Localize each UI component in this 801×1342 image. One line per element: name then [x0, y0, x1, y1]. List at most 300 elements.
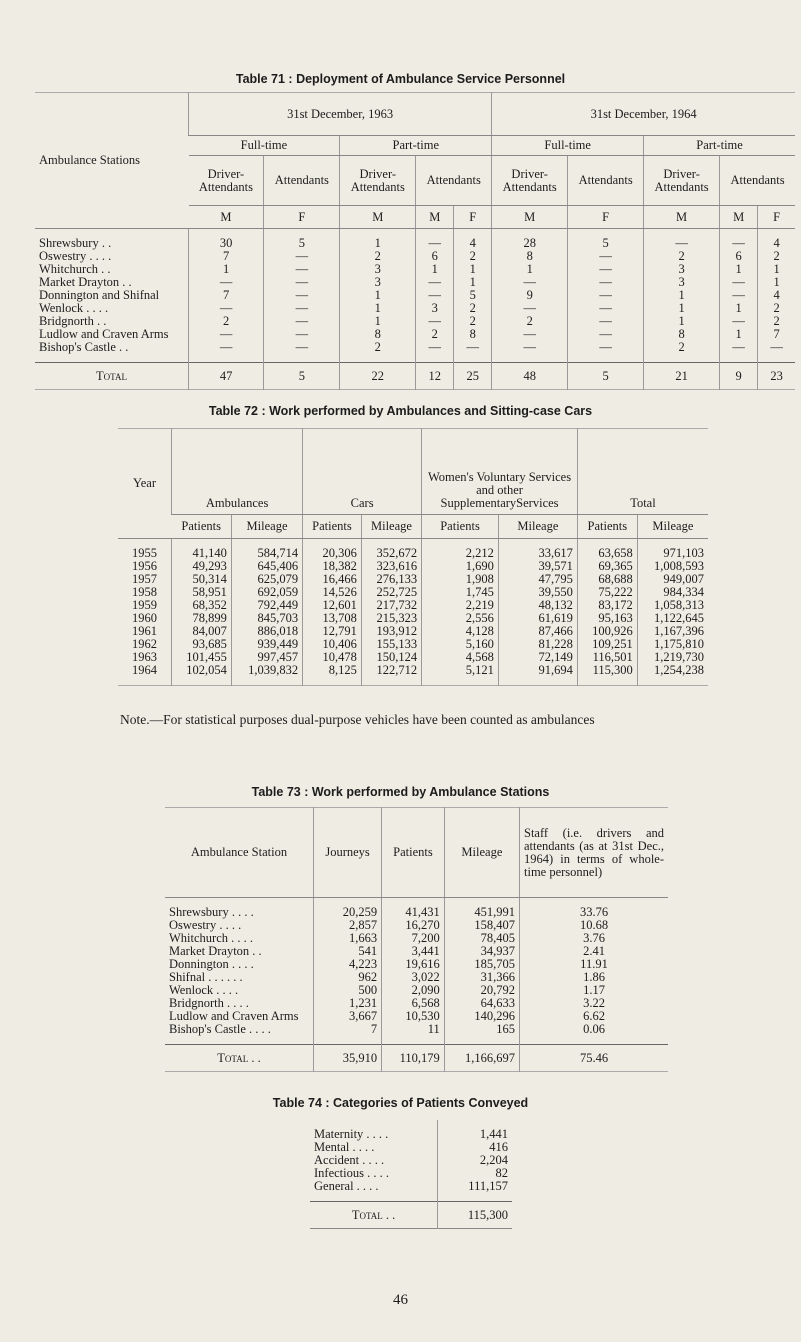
table-cell: 6 — [720, 250, 758, 263]
table-cell: 2 — [189, 315, 264, 328]
table-cell: 0.06 — [520, 1023, 669, 1045]
table-cell: 10.68 — [520, 919, 669, 932]
table-cell: 9 — [492, 289, 568, 302]
table-cell: Bridgnorth . . . . — [169, 996, 249, 1010]
table-cell: Bishop's Castle . . . . — [169, 1022, 271, 1036]
table-cell: 72,149 — [498, 651, 577, 664]
table-cell: 2 — [454, 250, 492, 263]
table-cell: 95,163 — [577, 612, 637, 625]
table-cell: 792,449 — [231, 599, 302, 612]
total-row — [165, 1045, 668, 1072]
col-header: Attendants — [720, 156, 795, 206]
table-cell: — — [568, 250, 644, 263]
table-cell: 3,022 — [382, 971, 445, 984]
table-cell: 69,365 — [577, 560, 637, 573]
table-cell: 5,160 — [422, 638, 499, 651]
table-cell: 584,714 — [231, 539, 302, 561]
table-cell: 1,745 — [422, 586, 499, 599]
table-cell: Donnington . . . . — [169, 957, 254, 971]
table-cell: 1,441 — [438, 1120, 512, 1141]
table-cell: 1 — [416, 263, 454, 276]
col-header: 31st December, 1963 — [189, 93, 492, 136]
table-cell: Total . . — [310, 1202, 438, 1229]
table-cell: General . . . . — [314, 1179, 379, 1193]
table-cell: — — [189, 328, 264, 341]
table-cell: 1.17 — [520, 984, 669, 997]
table-row — [35, 229, 795, 251]
table-cell: 87,466 — [498, 625, 577, 638]
table-cell: 7 — [758, 328, 795, 341]
table-cell: Wenlock . . . . — [169, 983, 239, 997]
table-cell: 47 — [189, 363, 264, 390]
table-cell: 100,926 — [577, 625, 637, 638]
total-row — [310, 1202, 512, 1229]
table-cell: 11 — [382, 1023, 445, 1045]
table-cell: — — [416, 276, 454, 289]
table-cell: 2 — [644, 250, 720, 263]
table-cell: Shifnal . . . . . . — [169, 970, 243, 984]
table-cell: 276,133 — [361, 573, 421, 586]
table-cell: 1 — [492, 263, 568, 276]
table-cell: 2,219 — [422, 599, 499, 612]
col-header: Mileage — [444, 808, 519, 898]
table-cell: — — [492, 341, 568, 363]
table-cell: 1962 — [132, 637, 157, 651]
table-cell: 8,125 — [303, 664, 362, 686]
table-cell: 110,179 — [382, 1045, 445, 1072]
col-header: Part-time — [644, 136, 795, 156]
table-cell: 1958 — [132, 585, 157, 599]
table-cell: — — [720, 341, 758, 363]
table-cell: — — [720, 289, 758, 302]
col-header: Total — [577, 429, 708, 515]
col-header: Ambulances — [172, 429, 303, 515]
table-cell: 28 — [492, 229, 568, 251]
table-cell: 692,059 — [231, 586, 302, 599]
table-cell: 5 — [568, 229, 644, 251]
table-cell: 48 — [492, 363, 568, 390]
table-cell: — — [264, 315, 340, 328]
table-cell: 4,568 — [422, 651, 499, 664]
table-cell: 11.91 — [520, 958, 669, 971]
table-cell: 21 — [644, 363, 720, 390]
table-cell: Ludlow and Craven Arms — [39, 327, 169, 341]
table-cell: 33,617 — [498, 539, 577, 561]
table-cell: — — [568, 315, 644, 328]
table-cell: 252,725 — [361, 586, 421, 599]
table-cell: 5 — [264, 363, 340, 390]
table-cell: 2,212 — [422, 539, 499, 561]
table-cell: 12,601 — [303, 599, 362, 612]
col-header: Mileage — [637, 515, 708, 539]
table-cell: 101,455 — [172, 651, 232, 664]
table-cell: 68,688 — [577, 573, 637, 586]
table-cell: 1,219,730 — [637, 651, 708, 664]
table-cell: Whitchurch . . . . — [169, 931, 254, 945]
table-cell: 102,054 — [172, 664, 232, 686]
table-cell: 1,058,313 — [637, 599, 708, 612]
table-cell: 5 — [568, 363, 644, 390]
table-cell: 2 — [644, 341, 720, 363]
table-cell: 1959 — [132, 598, 157, 612]
table-cell: Ludlow and Craven Arms — [169, 1009, 299, 1023]
table-cell: 984,334 — [637, 586, 708, 599]
table-cell: 7 — [189, 250, 264, 263]
col-header: F — [454, 206, 492, 229]
table-cell: 2,556 — [422, 612, 499, 625]
table-cell: 93,685 — [172, 638, 232, 651]
table-cell: 115,300 — [438, 1202, 512, 1229]
table-cell: 1963 — [132, 650, 157, 664]
table-cell: 81,228 — [498, 638, 577, 651]
table-cell: 18,382 — [303, 560, 362, 573]
table-cell: 845,703 — [231, 612, 302, 625]
table-cell: 158,407 — [444, 919, 519, 932]
table-cell: 3.76 — [520, 932, 669, 945]
table-cell: 6,568 — [382, 997, 445, 1010]
table-cell: 2,090 — [382, 984, 445, 997]
table-cell: 2 — [454, 315, 492, 328]
table-cell: 20,306 — [303, 539, 362, 561]
table-cell: 47,795 — [498, 573, 577, 586]
table-71 — [35, 92, 795, 390]
table-cell: 1,008,593 — [637, 560, 708, 573]
col-header: Mileage — [361, 515, 421, 539]
table-cell: 41,140 — [172, 539, 232, 561]
col-header: Full-time — [492, 136, 644, 156]
table-cell: 886,018 — [231, 625, 302, 638]
table-cell: 31,366 — [444, 971, 519, 984]
table-cell: 13,708 — [303, 612, 362, 625]
table-72-title: Table 72 : Work performed by Ambulances and Sitting-case Cars — [208, 404, 593, 418]
table-cell: — — [492, 328, 568, 341]
table-cell: 8 — [644, 328, 720, 341]
table-cell: 645,406 — [231, 560, 302, 573]
table-cell: 20,792 — [444, 984, 519, 997]
table-cell: 5,121 — [422, 664, 499, 686]
table-cell: — — [568, 263, 644, 276]
col-header: M — [189, 206, 264, 229]
table-cell: — — [416, 315, 454, 328]
table-cell: 10,478 — [303, 651, 362, 664]
table-cell: — — [720, 315, 758, 328]
table-cell: 83,172 — [577, 599, 637, 612]
table-cell: 323,616 — [361, 560, 421, 573]
table-cell: 91,694 — [498, 664, 577, 686]
table-cell: 3 — [644, 276, 720, 289]
table-cell: — — [568, 276, 644, 289]
table-cell: — — [264, 276, 340, 289]
col-header: Driver- Attendants — [340, 156, 416, 206]
col-header: 31st December, 1964 — [492, 93, 795, 136]
table-cell: 20,259 — [314, 898, 382, 920]
table-cell: 1,175,810 — [637, 638, 708, 651]
table-cell: Total . . — [165, 1045, 314, 1072]
table-row — [35, 341, 795, 363]
table-cell: 3,667 — [314, 1010, 382, 1023]
table-cell: 48,132 — [498, 599, 577, 612]
table-cell: 5 — [454, 289, 492, 302]
table-cell: 84,007 — [172, 625, 232, 638]
table-cell: 185,705 — [444, 958, 519, 971]
col-header: F — [568, 206, 644, 229]
table-cell: 7,200 — [382, 932, 445, 945]
table-cell: — — [720, 276, 758, 289]
table-cell: Market Drayton . . — [39, 275, 132, 289]
col-header: Ambulance Stations — [35, 93, 189, 229]
table-cell: 155,133 — [361, 638, 421, 651]
table-cell: 8 — [454, 328, 492, 341]
col-header: Mileage — [498, 515, 577, 539]
table-cell: 2 — [492, 315, 568, 328]
col-header: Part-time — [340, 136, 492, 156]
table-cell: 1,690 — [422, 560, 499, 573]
table-cell: — — [568, 341, 644, 363]
table-cell: 75.46 — [520, 1045, 669, 1072]
table-cell: — — [644, 229, 720, 251]
table-cell: 30 — [189, 229, 264, 251]
table-cell: — — [189, 276, 264, 289]
col-header: M — [720, 206, 758, 229]
table-cell: 9 — [720, 363, 758, 390]
table-cell: 4 — [454, 229, 492, 251]
table-cell: Bridgnorth . . — [39, 314, 107, 328]
table-cell: 2 — [758, 315, 795, 328]
table-cell: Total — [35, 363, 189, 390]
col-header: Staff (i.e. drivers and attendants (as at 31st Dec., 1964) in terms of whole-time personnel) — [520, 808, 669, 898]
table-cell: 3.22 — [520, 997, 669, 1010]
table-74 — [310, 1120, 512, 1229]
table-cell: 61,619 — [498, 612, 577, 625]
table-cell: 193,912 — [361, 625, 421, 638]
col-header: F — [264, 206, 340, 229]
col-header: Patients — [422, 515, 499, 539]
table-72 — [118, 428, 708, 686]
table-cell: — — [492, 302, 568, 315]
table-cell: 39,550 — [498, 586, 577, 599]
table-cell: 109,251 — [577, 638, 637, 651]
table-cell: 217,732 — [361, 599, 421, 612]
table-cell: 82 — [438, 1167, 512, 1180]
table-cell: 34,937 — [444, 945, 519, 958]
table-cell: — — [264, 263, 340, 276]
table-cell: 215,323 — [361, 612, 421, 625]
table-cell: 1,167,396 — [637, 625, 708, 638]
table-cell: 1 — [644, 302, 720, 315]
table-cell: 25 — [454, 363, 492, 390]
table-cell: 1 — [720, 328, 758, 341]
table-cell: 115,300 — [577, 664, 637, 686]
table-cell: 39,571 — [498, 560, 577, 573]
table-cell: Infectious . . . . — [314, 1166, 389, 1180]
table-cell: 35,910 — [314, 1045, 382, 1072]
table-cell: 625,079 — [231, 573, 302, 586]
table-cell: — — [492, 276, 568, 289]
table-cell: — — [416, 289, 454, 302]
col-header: M — [340, 206, 416, 229]
table-cell: 3 — [416, 302, 454, 315]
table-cell: 416 — [438, 1141, 512, 1154]
col-header: Ambulance Station — [165, 808, 314, 898]
table-cell: 1 — [340, 315, 416, 328]
table-cell: 3,441 — [382, 945, 445, 958]
table-cell: — — [264, 302, 340, 315]
table-cell: 1.86 — [520, 971, 669, 984]
table-cell: 2 — [758, 250, 795, 263]
table-cell: 1,166,697 — [444, 1045, 519, 1072]
col-header: Full-time — [189, 136, 340, 156]
table-cell: 1 — [720, 263, 758, 276]
table-cell: 116,501 — [577, 651, 637, 664]
table-cell: 2 — [416, 328, 454, 341]
col-header: Women's Voluntary Services and other SupplementaryServices — [422, 429, 578, 515]
table-cell: Whitchurch . . — [39, 262, 111, 276]
table-cell: 12,791 — [303, 625, 362, 638]
table-cell: 2 — [454, 302, 492, 315]
table-cell: 1956 — [132, 559, 157, 573]
table-cell: 997,457 — [231, 651, 302, 664]
col-header: F — [758, 206, 795, 229]
table-cell: 12 — [416, 363, 454, 390]
table-cell: 3 — [340, 276, 416, 289]
table-cell: 16,270 — [382, 919, 445, 932]
table-cell: 10,406 — [303, 638, 362, 651]
table-cell: 962 — [314, 971, 382, 984]
table-cell: 14,526 — [303, 586, 362, 599]
table-cell: 1 — [189, 263, 264, 276]
table-cell: 1 — [758, 263, 795, 276]
table-cell: — — [416, 341, 454, 363]
table-cell: 23 — [758, 363, 795, 390]
table-cell: 8 — [340, 328, 416, 341]
table-cell: — — [568, 289, 644, 302]
table-cell: 8 — [492, 250, 568, 263]
table-cell: 1960 — [132, 611, 157, 625]
table-cell: 939,449 — [231, 638, 302, 651]
table-cell: — — [720, 229, 758, 251]
table-row — [310, 1120, 512, 1141]
table-cell: 6.62 — [520, 1010, 669, 1023]
table-cell: 1,122,645 — [637, 612, 708, 625]
table-cell: — — [416, 229, 454, 251]
table-cell: Bishop's Castle . . — [39, 340, 129, 354]
table-cell: 5 — [264, 229, 340, 251]
table-cell: 49,293 — [172, 560, 232, 573]
col-header: Driver- Attendants — [492, 156, 568, 206]
table-cell: 500 — [314, 984, 382, 997]
table-cell: 33.76 — [520, 898, 669, 920]
table-cell: 1964 — [132, 663, 157, 677]
table-cell: 1 — [644, 289, 720, 302]
table-cell: 16,466 — [303, 573, 362, 586]
col-header: Driver- Attendants — [189, 156, 264, 206]
col-header: Driver- Attendants — [644, 156, 720, 206]
table-cell: 75,222 — [577, 586, 637, 599]
table-cell: 4,128 — [422, 625, 499, 638]
table-cell: Accident . . . . — [314, 1153, 385, 1167]
table-cell: 2,204 — [438, 1154, 512, 1167]
table-cell: Shrewsbury . . . . — [169, 905, 254, 919]
table-74-title: Table 74 : Categories of Patients Conveyed — [272, 1096, 529, 1110]
table-row — [118, 664, 708, 686]
table-cell: 1 — [758, 276, 795, 289]
table-cell: — — [189, 302, 264, 315]
table-73-title: Table 73 : Work performed by Ambulance Stations — [251, 785, 550, 799]
table-cell: Wenlock . . . . — [39, 301, 109, 315]
table-cell: 1955 — [132, 546, 157, 560]
col-header: Patients — [382, 808, 445, 898]
col-header: Attendants — [416, 156, 492, 206]
col-header: Mileage — [231, 515, 302, 539]
table-cell: Mental . . . . — [314, 1140, 375, 1154]
table-cell: 541 — [314, 945, 382, 958]
table-cell: Oswestry . . . . — [169, 918, 242, 932]
col-header: M — [416, 206, 454, 229]
table-71-title: Table 71 : Deployment of Ambulance Service Personnel — [235, 72, 566, 86]
table-row — [165, 1023, 668, 1045]
table-cell: 1,908 — [422, 573, 499, 586]
table-cell: 2 — [340, 341, 416, 363]
table-cell: 1 — [340, 289, 416, 302]
table-cell: 7 — [189, 289, 264, 302]
page-number: 46 — [393, 1292, 408, 1308]
table-cell: 6 — [416, 250, 454, 263]
table-row — [310, 1180, 512, 1202]
table-cell: 1961 — [132, 624, 157, 638]
table-cell: — — [189, 341, 264, 363]
table-cell: 63,658 — [577, 539, 637, 561]
table-cell: 10,530 — [382, 1010, 445, 1023]
table-row — [118, 539, 708, 561]
col-header: M — [492, 206, 568, 229]
table-cell: Shrewsbury . . — [39, 236, 112, 250]
table-cell: — — [264, 328, 340, 341]
table-cell: 41,431 — [382, 898, 445, 920]
table-cell: 1 — [340, 302, 416, 315]
table-cell: Market Drayton . . — [169, 944, 262, 958]
table-cell: — — [264, 250, 340, 263]
table-cell: 1957 — [132, 572, 157, 586]
table-cell: 19,616 — [382, 958, 445, 971]
col-header: Year — [118, 429, 172, 539]
table-73 — [165, 807, 668, 1072]
table-cell: — — [264, 341, 340, 363]
table-cell: 4,223 — [314, 958, 382, 971]
table-row — [165, 898, 668, 920]
table-cell: 7 — [314, 1023, 382, 1045]
table-cell: 150,124 — [361, 651, 421, 664]
table-cell: 971,103 — [637, 539, 708, 561]
table-cell: Maternity . . . . — [314, 1127, 389, 1141]
col-header: Patients — [172, 515, 232, 539]
table-cell: 140,296 — [444, 1010, 519, 1023]
table-cell: 451,991 — [444, 898, 519, 920]
col-header: Journeys — [314, 808, 382, 898]
table-cell: 64,633 — [444, 997, 519, 1010]
table-cell: — — [454, 341, 492, 363]
table-cell: 1,231 — [314, 997, 382, 1010]
table-cell: 3 — [644, 263, 720, 276]
table-cell: 2.41 — [520, 945, 669, 958]
table-cell: — — [568, 328, 644, 341]
table-cell: 58,951 — [172, 586, 232, 599]
table-cell: 122,712 — [361, 664, 421, 686]
table-cell: 78,405 — [444, 932, 519, 945]
table-cell: 1 — [454, 263, 492, 276]
table-cell: 165 — [444, 1023, 519, 1045]
table-cell: 1 — [454, 276, 492, 289]
table-cell: 1 — [720, 302, 758, 315]
